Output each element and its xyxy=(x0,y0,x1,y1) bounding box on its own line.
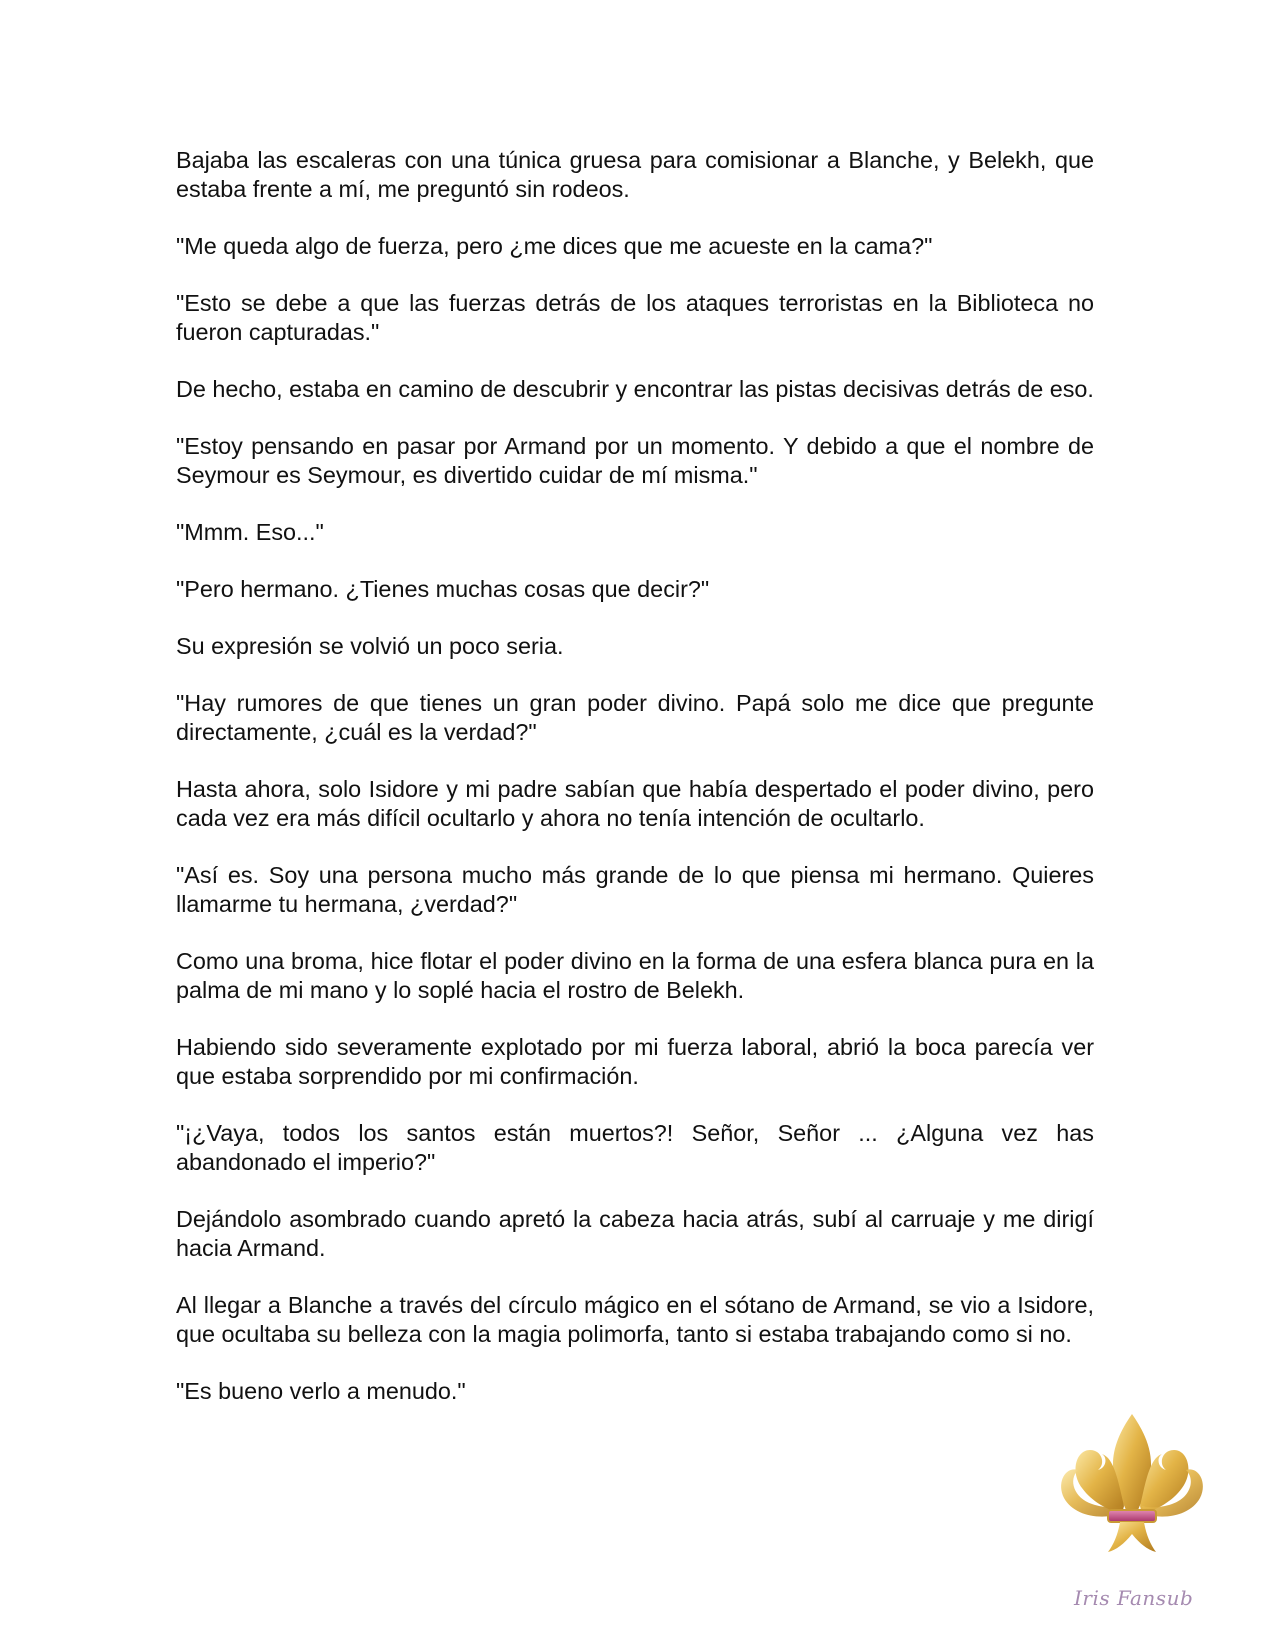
paragraph: "Esto se debe a que las fuerzas detrás de los ataques terroristas en la Biblioteca no fueron capturadas." xyxy=(176,290,1094,345)
paragraph: "Pero hermano. ¿Tienes muchas cosas que decir?" xyxy=(176,576,710,602)
paragraph: Habiendo sido severamente explotado por mi fuerza laboral, abrió la boca parecía ver que estaba sorprendido por mi confirmación. xyxy=(176,1034,1094,1089)
paragraph: Al llegar a Blanche a través del círculo mágico en el sótano de Armand, se vio a Isidore, que ocultaba su belleza con la magia polimorfa, tanto si estaba trabajando como si no. xyxy=(176,1292,1094,1347)
paragraph: "Hay rumores de que tienes un gran poder divino. Papá solo me dice que pregunte directamente, ¿cuál es la verdad?" xyxy=(176,690,1094,745)
paragraph: "Estoy pensando en pasar por Armand por un momento. Y debido a que el nombre de Seymour es Seymour, es divertido cuidar de mí misma." xyxy=(176,433,1094,488)
fleur-de-lis-icon xyxy=(1052,1410,1212,1560)
watermark-signature: Iris Fansub xyxy=(1074,1586,1194,1610)
paragraph: "Es bueno verlo a menudo." xyxy=(176,1378,466,1404)
paragraph: Dejándolo asombrado cuando apretó la cabeza hacia atrás, subí al carruaje y me dirigí hacia Armand. xyxy=(176,1206,1094,1261)
paragraph: Su expresión se volvió un poco seria. xyxy=(176,633,564,659)
paragraph: "Me queda algo de fuerza, pero ¿me dices que me acueste en la cama?" xyxy=(176,233,933,259)
paragraph: Como una broma, hice flotar el poder divino en la forma de una esfera blanca pura en la palma de mi mano y lo soplé hacia el rostro de Belekh. xyxy=(176,948,1094,1003)
paragraph: "¡¿Vaya, todos los santos están muertos?! Señor, Señor ... ¿Alguna vez has abandonado el imperio?" xyxy=(176,1120,1094,1175)
paragraph: "Mmm. Eso..." xyxy=(176,519,324,545)
paragraph: "Así es. Soy una persona mucho más grande de lo que piensa mi hermano. Quieres llamarme tu hermana, ¿verdad?" xyxy=(176,862,1094,917)
paragraph: De hecho, estaba en camino de descubrir y encontrar las pistas decisivas detrás de eso. xyxy=(176,376,1094,402)
paragraph: Bajaba las escaleras con una túnica gruesa para comisionar a Blanche, y Belekh, que estaba frente a mí, me preguntó sin rodeos. xyxy=(176,147,1094,202)
paragraph: Hasta ahora, solo Isidore y mi padre sabían que había despertado el poder divino, pero cada vez era más difícil ocultarlo y ahora no tenía intención de ocultarlo. xyxy=(176,776,1094,831)
document-body xyxy=(176,146,1094,1434)
